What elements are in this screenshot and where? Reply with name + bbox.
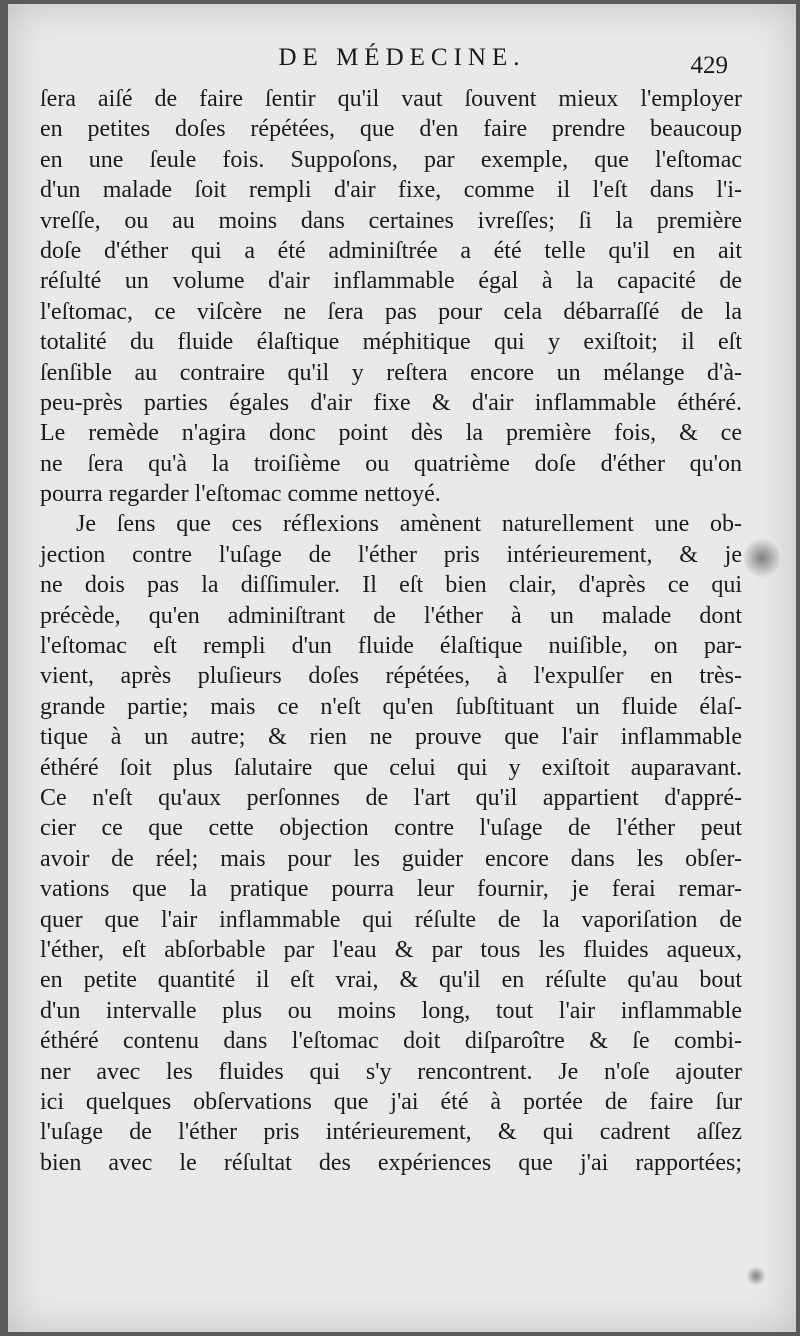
text-line: en une ſeule fois. Suppoſons, par exemple, que l'eſtomac [40,146,742,173]
text-line: ner avec les fluides qui s'y rencontrent. Je n'oſe ajouter [40,1058,742,1085]
text-line: tique à un autre; & rien ne prouve que l'air inflammable [40,724,742,751]
text-line: en petites doſes répétées, que d'en faire prendre beaucoup [40,116,742,143]
text-line: vient, après pluſieurs doſes répétées, à l'expulſer en très- [40,663,742,690]
text-line: Ce n'eſt qu'aux perſonnes de l'art qu'il appartient d'appré- [40,784,742,811]
text-line: éthéré ſoit plus ſalutaire que celui qui y exiſtoit auparavant. [40,754,742,781]
text-line: l'eſtomac, ce viſcère ne ſera pas pour cela débarraſſé de la [40,298,742,325]
text-line: avoir de réel; mais pour les guider encore dans les obſer- [40,845,742,872]
text-line: grande partie; mais ce n'eſt qu'en ſubſtituant un fluide élaſ- [40,693,742,720]
text-line: d'un malade ſoit rempli d'air fixe, comme il l'eſt dans l'i- [40,177,742,204]
text-line: réſulté un volume d'air inflammable égal à la capacité de [40,268,742,295]
text-line: jection contre l'uſage de l'éther pris intérieurement, & je [40,541,742,568]
running-title: DE MÉDECINE. [278,44,526,71]
text-line: ſera aiſé de faire ſentir qu'il vaut ſouvent mieux l'employer [40,86,742,112]
body-text [40,84,742,1178]
text-line: peu-près parties égales d'air fixe & d'air inflammable éthéré. [40,389,742,416]
text-line: ſenſible au contraire qu'il y reſtera encore un mélange d'à- [40,359,742,386]
text-line: en petite quantité il eſt vrai, & qu'il en réſulte qu'au bout [40,967,742,994]
ink-spot [744,536,780,580]
text-line: l'eſtomac eſt rempli d'un fluide élaſtique nuiſible, on par- [40,633,742,660]
text-line: ne dois pas la diſſimuler. Il eſt bien clair, d'après ce qui [40,572,742,599]
page-number: 429 [690,52,728,79]
text-line: bien avec le réſultat des expériences que j'ai rapportées; [40,1149,742,1176]
text-line: pourra regarder l'eſtomac comme nettoyé. [40,481,441,508]
text-line: l'uſage de l'éther pris intérieurement, & qui cadrent aſſez [40,1119,742,1146]
book-page [8,4,796,1332]
ink-spot [746,1266,766,1286]
text-line: d'un intervalle plus ou moins long, tout l'air inflammable [40,997,742,1024]
text-line: éthéré contenu dans l'eſtomac doit diſparoître & ſe combi- [40,1028,742,1055]
text-line: ne ſera qu'à la troiſième ou quatrième doſe d'éther qu'on [40,450,742,477]
text-line: vations que la pratique pourra leur fournir, je ferai remar- [40,876,742,903]
text-line: l'éther, eſt abſorbable par l'eau & par tous les fluides aqueux, [40,936,742,963]
text-line: vreſſe, ou au moins dans certaines ivreſſes; ſi la première [40,207,742,234]
text-line: doſe d'éther qui a été adminiſtrée a été telle qu'il en ait [40,237,742,264]
text-line: précède, qu'en adminiſtrant de l'éther à un malade dont [40,602,742,629]
text-line: totalité du fluide élaſtique méphitique qui y exiſtoit; il eſt [40,329,742,356]
text-line: cier ce que cette objection contre l'uſage de l'éther peut [40,815,742,842]
text-line: quer que l'air inflammable qui réſulte de la vaporiſation de [40,906,742,933]
text-line: Je ſens que ces réflexions amènent naturellement une ob- [76,511,742,538]
text-line: Le remède n'agira donc point dès la première fois, & ce [40,420,742,447]
text-line: ici quelques obſervations que j'ai été à portée de faire ſur [40,1088,742,1115]
running-head [8,44,796,84]
